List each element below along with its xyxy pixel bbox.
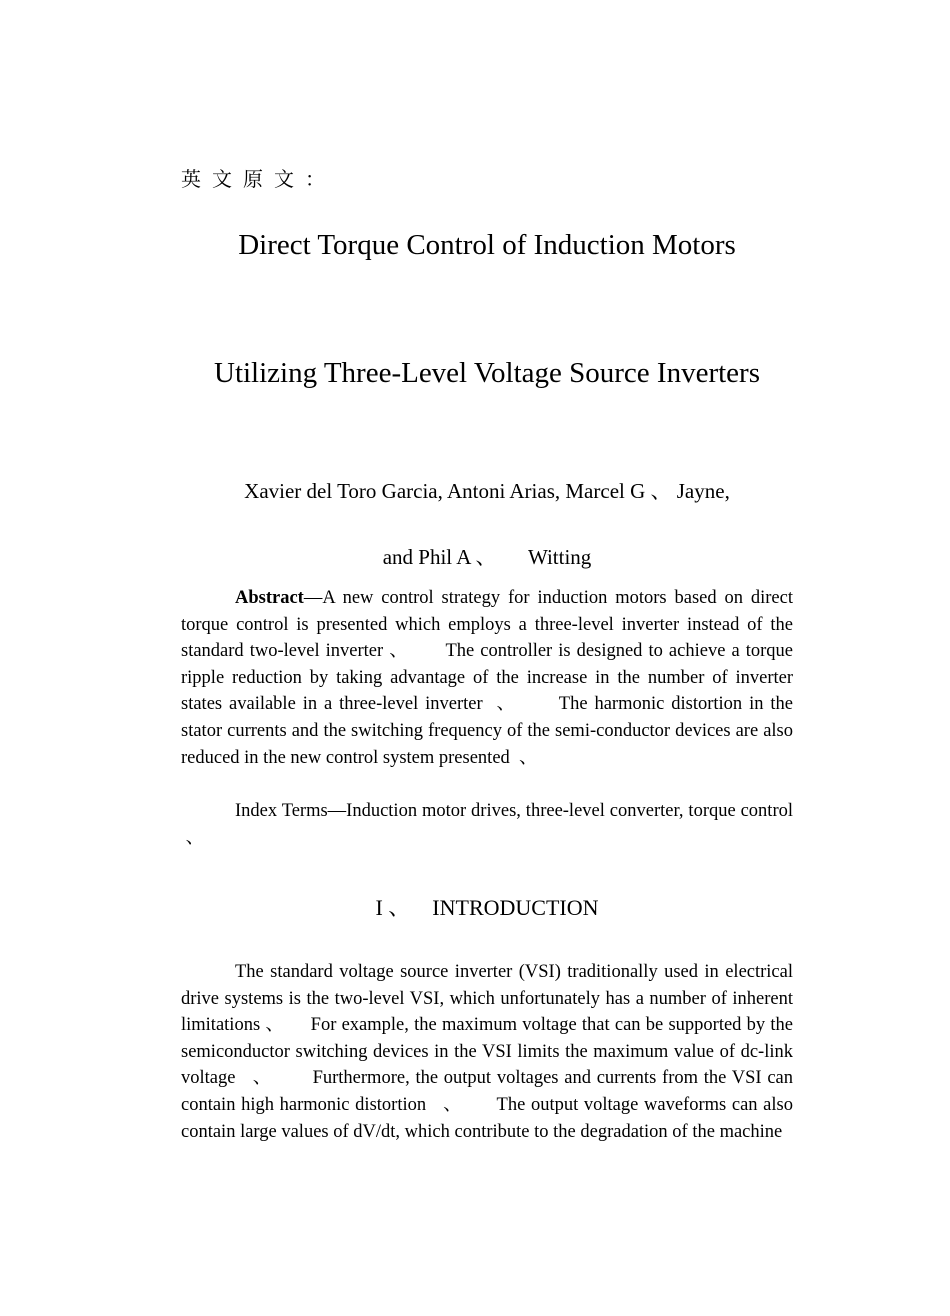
- index-terms: Index Terms—Induction motor drives, three-level converter, torque control 、: [181, 801, 793, 848]
- abstract-label: Abstract: [235, 588, 304, 608]
- abstract-paragraph: [181, 585, 793, 771]
- abstract-text: —A new control strategy for induction motors based on direct torque control is presented which employs a three-level inverter instead of the standard two-level inverter 、 The controller is designed to achieve a torque ripple reduction by taking advantage of the increase in the number of inverter states available in a three-level inverter 、 The harmonic distortion in the stator currents and the switching frequency of the semi-conductor devices are also reduced in the new control system presented 、: [181, 588, 793, 768]
- paper-title-line-1: Direct Torque Control of Induction Motors: [238, 229, 736, 261]
- original-text-label: 英文原文：: [181, 167, 336, 191]
- paper-title-line-2: Utilizing Three-Level Voltage Source Inverters: [214, 357, 760, 389]
- author-list: Xavier del Toro Garcia, Antoni Arias, Marcel G 、 Jayne,: [244, 479, 730, 503]
- author-list-continued: and Phil A 、 Witting: [382, 545, 592, 569]
- section-heading: I 、 INTRODUCTION: [375, 895, 599, 920]
- introduction-paragraph: The standard voltage source inverter (VSI) traditionally used in electrical drive systems is the two-level VSI, which unfortunately has a number of inherent limitations 、 For example, the maximum voltage that can be supported by the semiconductor switching devices in the VSI limits the maximum value of dc-link voltage 、 Furthermore, the output voltages and currents from the VSI can contain high harmonic distortion 、 The output voltage waveforms can also contain large values of dV/dt, which contribute to the degradation of the machine: [181, 962, 793, 1142]
